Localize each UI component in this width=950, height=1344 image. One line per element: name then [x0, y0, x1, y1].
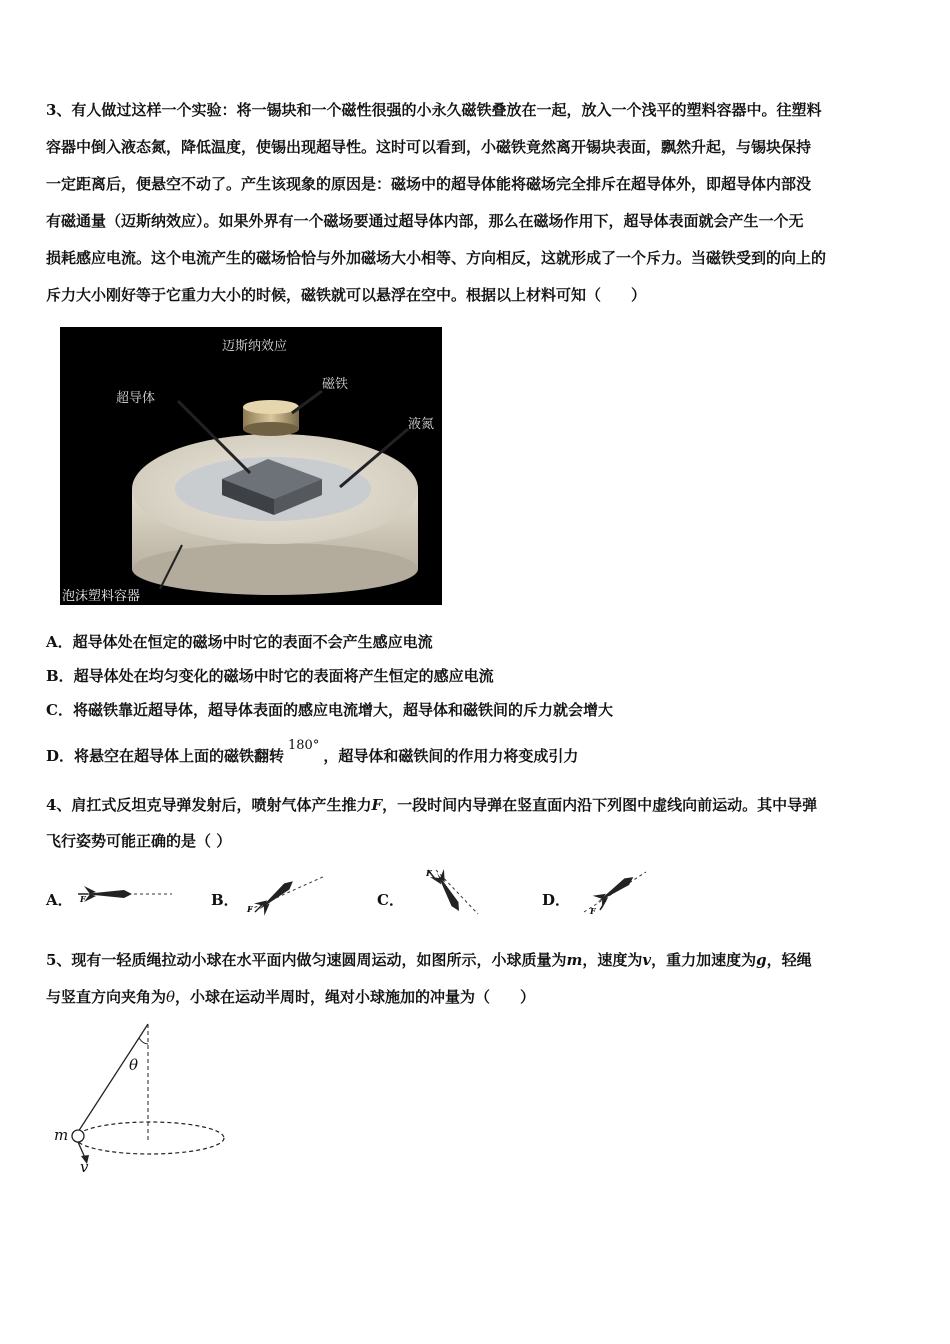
q5-text: 与竖直方向夹角为 — [46, 988, 167, 1006]
q4-option-a-label: A． — [46, 891, 73, 909]
force-label-a: F — [80, 894, 86, 904]
q5-text: ，重力加速度为 — [651, 951, 757, 969]
force-label-d: F — [590, 906, 596, 916]
q3-line: 斥力大小刚好等于它重力大小的时候，磁铁就可以悬浮在空中。根据以上材料可知（ ） — [46, 286, 647, 304]
q4-option-c-label: C． — [377, 891, 404, 909]
string — [78, 1024, 148, 1132]
q3-paragraph — [46, 92, 910, 314]
q3-option-b: B．超导体处在均匀变化的磁场中时它的表面将产生恒定的感应电流 — [46, 667, 494, 685]
q5-theta-var: θ — [166, 988, 176, 1006]
label-liquid-nitrogen: 液氮 — [408, 417, 435, 432]
q3-option-d — [46, 738, 579, 766]
q3-option-c: C．将磁铁靠近超导体，超导体表面的感应电流增大，超导体和磁铁间的斥力就会增大 — [46, 701, 613, 719]
missile-figure-b — [241, 868, 331, 918]
circular-path — [76, 1122, 224, 1154]
q3-line: 容器中倒入液态氮，降低温度，使锡出现超导性。这时可以看到，小磁铁竟然离开锡块表面，飘然升起，与锡块保持 — [46, 138, 812, 156]
q5-line-2 — [46, 986, 535, 1007]
force-label-b: F — [247, 904, 253, 914]
q3-option-a: A．超导体处在恒定的磁场中时它的表面不会产生感应电流 — [46, 633, 433, 651]
theta-label: θ — [129, 1056, 139, 1074]
missile-figure-a — [76, 880, 176, 912]
q4-option-b-label: B． — [211, 891, 239, 909]
q4-text: ，一段时间内导弹在竖直面内沿下列图中虚线向前运动。其中导弹 — [382, 796, 818, 814]
q4-line-2: 飞行姿势可能正确的是（ ） — [46, 832, 232, 850]
pointer-line — [292, 391, 322, 413]
meissner-effect-figure — [60, 327, 442, 605]
q4-force-var: F — [371, 796, 383, 814]
q5-gravity-var: g — [756, 951, 767, 969]
magnet-top — [243, 400, 299, 414]
figure-title: 迈斯纳效应 — [222, 339, 288, 354]
q4-option-d-label: D． — [542, 891, 571, 909]
mass-label: m — [54, 1126, 69, 1144]
q3-option-d-text: D．将悬空在超导体上面的磁铁翻转 — [46, 747, 285, 765]
q5-text: ，轻绳 — [766, 951, 812, 969]
velocity-label: v — [80, 1158, 89, 1176]
q5-mass-var: m — [566, 951, 583, 969]
conical-pendulum-figure — [50, 1018, 240, 1178]
missile-figure-d — [578, 866, 650, 918]
degree-superscript: 180° — [288, 738, 320, 753]
label-container: 泡沫塑料容器 — [62, 585, 140, 604]
q5-text: ，小球在运动半周时，绳对小球施加的冲量为（ ） — [175, 988, 536, 1006]
container-bottom — [132, 543, 418, 595]
label-superconductor: 超导体 — [116, 391, 156, 406]
force-label-c: F — [426, 868, 432, 878]
meissner-illustration — [60, 327, 442, 605]
q3-line: 有磁通量（迈斯纳效应）。如果外界有一个磁场要通过超导体内部，那么在磁场作用下，超导体表面就会产生一个无 — [46, 212, 804, 230]
ball — [72, 1130, 84, 1142]
q3-line: 3、有人做过这样一个实验：将一锡块和一个磁性很强的小永久磁铁叠放在一起，放入一个浅平的塑料容器中。往塑料 — [46, 101, 822, 119]
q5-velocity-var: v — [642, 951, 652, 969]
q4-text: 4、肩扛式反坦克导弹发射后，喷射气体产生推力 — [46, 796, 372, 814]
angle-arc — [139, 1038, 148, 1044]
q5-line-1 — [46, 949, 812, 970]
label-magnet: 磁铁 — [322, 377, 349, 392]
q5-text: ，速度为 — [582, 951, 643, 969]
q5-text: 5、现有一轻质绳拉动小球在水平面内做匀速圆周运动，如图所示，小球质量为 — [46, 951, 567, 969]
q3-line: 一定距离后，便悬空不动了。产生该现象的原因是：磁场中的超导体能将磁场完全排斥在超导体外，即超导体内部没 — [46, 175, 812, 193]
magnet-bottom — [243, 422, 299, 436]
q3-line: 损耗感应电流。这个电流产生的磁场恰恰与外加磁场大小相等、方向相反，这就形成了一个斥力。当磁铁受到的向上的 — [46, 249, 827, 267]
q4-line-1 — [46, 794, 817, 815]
q3-option-d-text-end: ，超导体和磁铁间的作用力将变成引力 — [323, 747, 579, 765]
